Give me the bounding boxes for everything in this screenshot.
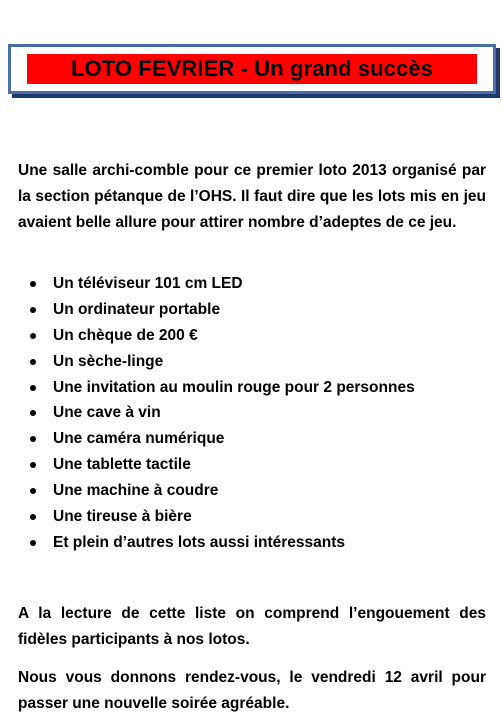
intro-paragraph: Une salle archi-comble pour ce premier loto 2013 organisé par la section pétanque de l’OHS. Il faut dire que les lots mis en jeu avaient belle allure pour attirer nombre d’adeptes de ce jeu. — [18, 162, 486, 231]
page-title: LOTO FEVRIER - Un grand succès — [71, 56, 433, 81]
prize-item — [30, 375, 415, 401]
prize-item — [30, 452, 415, 478]
title-banner — [27, 54, 477, 84]
bullet-icon — [30, 462, 36, 468]
prize-label: Une invitation au moulin rouge pour 2 personnes — [53, 378, 415, 396]
bullet-icon — [30, 359, 36, 365]
prize-label: Une tablette tactile — [53, 456, 191, 474]
prize-item — [30, 530, 415, 556]
prize-item — [30, 426, 415, 452]
invitation-paragraph: Nous vous donnons rendez-vous, le vendredi 12 avril pour passer une nouvelle soirée agréable. — [18, 669, 486, 712]
bullet-icon — [30, 436, 36, 442]
bullet-icon — [30, 281, 36, 287]
bullet-icon — [30, 410, 36, 416]
prize-label: Une caméra numérique — [53, 430, 225, 448]
prize-item — [30, 478, 415, 504]
bullet-icon — [30, 488, 36, 494]
prize-label: Une cave à vin — [53, 404, 161, 422]
prize-item — [30, 400, 415, 426]
prize-item — [30, 323, 415, 349]
closing-paragraph: A la lecture de cette liste on comprend l’engouement des fidèles participants à nos lotos. — [18, 605, 486, 648]
prize-item — [30, 349, 415, 375]
prize-label: Et plein d’autres lots aussi intéressants — [53, 533, 346, 551]
bullet-icon — [30, 307, 36, 313]
prize-label: Un sèche-linge — [53, 352, 164, 370]
prize-list — [30, 271, 415, 556]
prize-item — [30, 504, 415, 530]
prize-label: Une tireuse à bière — [53, 508, 192, 526]
prize-label: Un téléviseur 101 cm LED — [53, 275, 243, 292]
title-frame — [8, 44, 496, 94]
prize-item — [30, 297, 415, 323]
bullet-icon — [30, 540, 36, 546]
prize-label: Une machine à coudre — [53, 482, 219, 500]
prize-item — [30, 271, 415, 297]
prize-label: Un chèque de 200 € — [53, 326, 198, 344]
bullet-icon — [30, 385, 36, 391]
bullet-icon — [30, 514, 36, 520]
prize-label: Un ordinateur portable — [53, 300, 221, 318]
bullet-icon — [30, 333, 36, 339]
